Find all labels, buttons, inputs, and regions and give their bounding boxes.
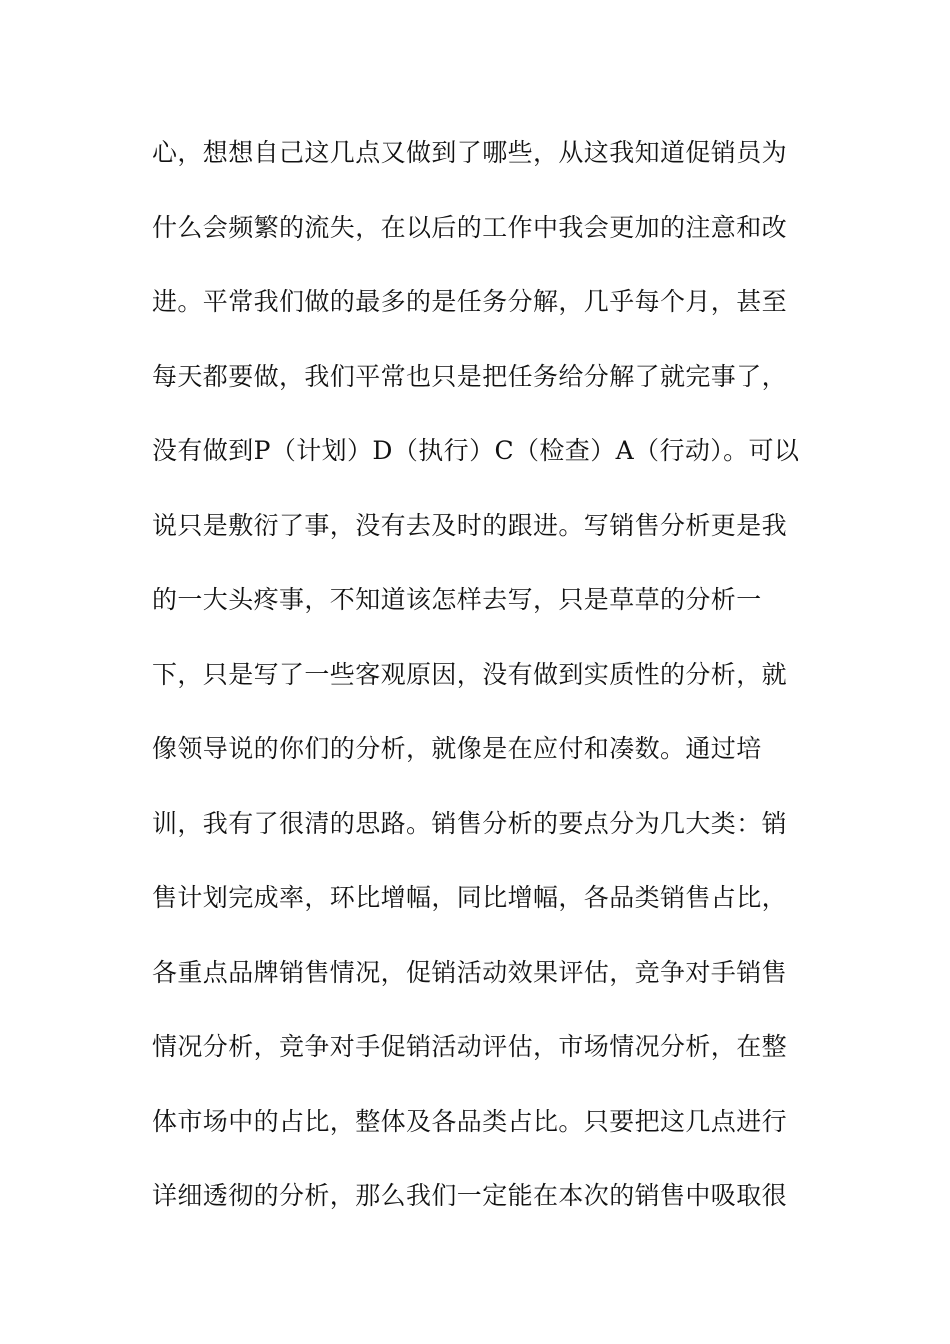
text-line: 下，只是写了一些客观原因，没有做到实质性的分析，就: [152, 659, 788, 689]
text-line: 像领导说的你们的分析，就像是在应付和凑数。通过培: [152, 734, 762, 763]
text-line: 说只是敷衍了事，没有去及时的跟进。写销售分析更是我: [152, 510, 788, 540]
text-line: 什么会频繁的流失，在以后的工作中我会更加的注意和改: [152, 212, 788, 242]
text-line: 各重点品牌销售情况，促销活动效果评估，竞争对手销售: [152, 957, 788, 987]
text-line: 训，我有了很清的思路。销售分析的要点分为几大类：销: [152, 808, 788, 838]
text-line: 进。平常我们做的最多的是任务分解，几乎每个月，甚至: [152, 287, 788, 316]
text-line: 心，想想自己这几点又做到了哪些，从这我知道促销员为: [152, 138, 788, 167]
text-line: 情况分析，竞争对手促销活动评估，市场情况分析，在整: [152, 1032, 788, 1061]
body-text: [152, 130, 812, 1248]
text-line: 每天都要做，我们平常也只是把任务给分解了就完事了，: [152, 361, 788, 391]
text-line: 没有做到P（计划）D（执行）C（检查）A（行动）。可以: [152, 436, 800, 465]
text-line: 的一大头疼事，不知道该怎样去写，只是草草的分析一: [152, 585, 762, 614]
text-line: 售计划完成率，环比增幅，同比增幅，各品类销售占比，: [152, 883, 788, 912]
text-line: 详细透彻的分析，那么我们一定能在本次的销售中吸取很: [152, 1181, 788, 1210]
text-line: 体市场中的占比，整体及各品类占比。只要把这几点进行: [152, 1106, 788, 1136]
